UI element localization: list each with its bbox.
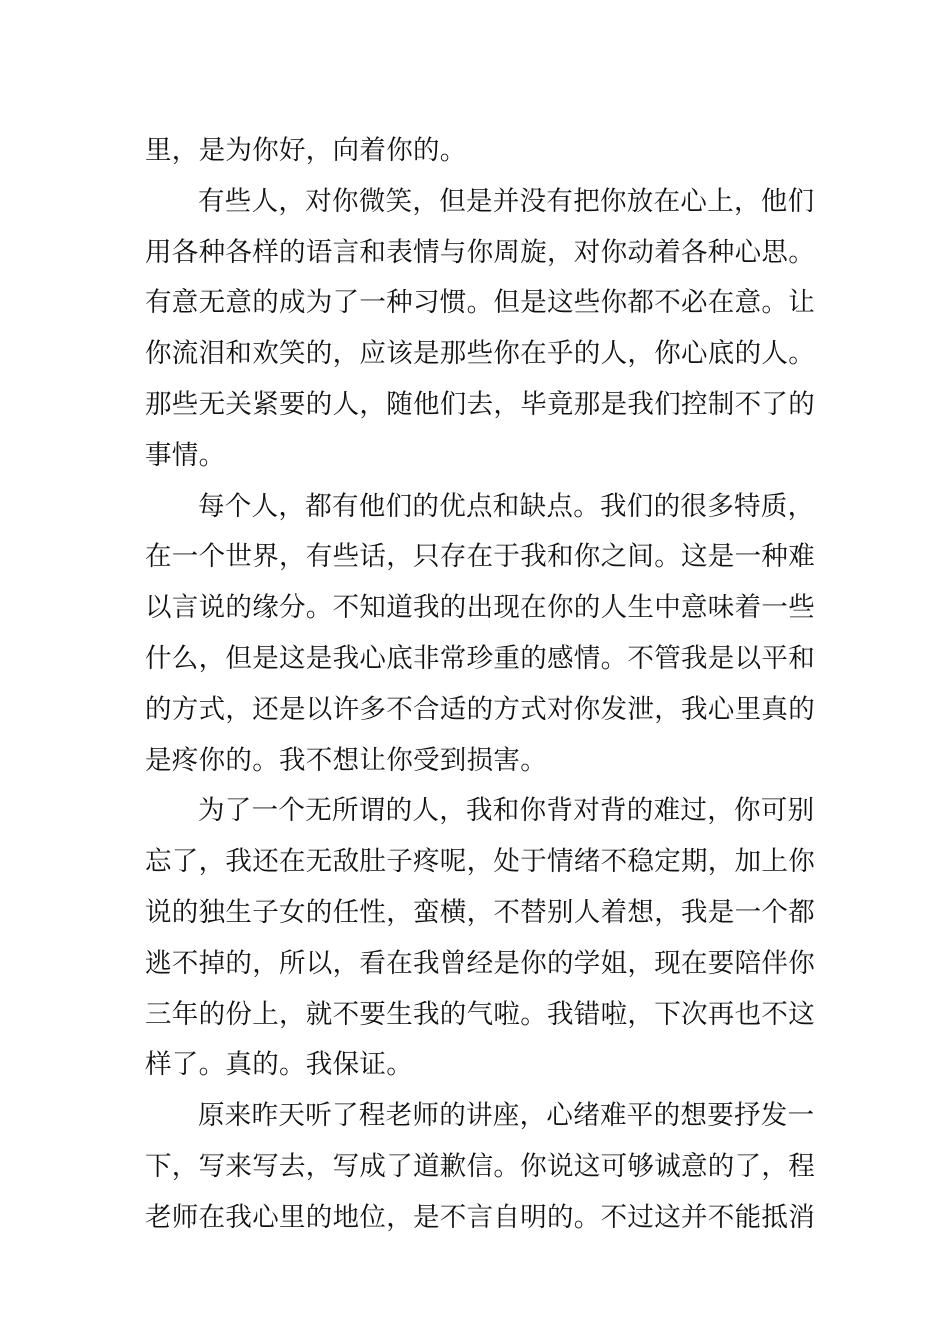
text-line: 以言说的缘分。不知道我的出现在你的人生中意味着一些 — [145, 592, 815, 624]
text-line: 老师在我心里的地位，是不言自明的。不过这并不能抵消 — [145, 1201, 815, 1233]
body-text — [145, 126, 815, 1244]
text-line: 为了一个无所谓的人，我和你背对背的难过，你可别 — [198, 795, 815, 827]
text-line: 逃不掉的，所以，看在我曾经是你的学姐，现在要陪伴你 — [145, 947, 815, 979]
text-line: 的方式，还是以许多不合适的方式对你发泄，我心里真的 — [145, 693, 815, 725]
text-line: 你流泪和欢笑的，应该是那些你在乎的人，你心底的人。 — [145, 338, 815, 370]
text-line: 原来昨天听了程老师的讲座，心绪难平的想要抒发一 — [198, 1100, 815, 1132]
text-line: 在一个世界，有些话，只存在于我和你之间。这是一种难 — [145, 541, 815, 573]
text-line: 样了。真的。我保证。 — [145, 1049, 413, 1081]
text-line: 里，是为你好，向着你的。 — [145, 135, 467, 166]
text-line: 忘了，我还在无敌肚子疼呢，处于情绪不稳定期，加上你 — [145, 846, 815, 878]
text-line: 三年的份上，就不要生我的气啦。我错啦，下次再也不这 — [145, 998, 815, 1030]
text-line: 有意无意的成为了一种习惯。但是这些你都不必在意。让 — [145, 287, 815, 319]
text-line: 有些人，对你微笑，但是并没有把你放在心上，他们 — [198, 185, 815, 217]
text-line: 用各种各样的语言和表情与你周旋，对你动着各种心思。 — [145, 236, 815, 268]
text-line: 事情。 — [145, 439, 226, 471]
text-line: 下，写来写去，写成了道歉信。你说这可够诚意的了，程 — [145, 1150, 815, 1182]
text-line: 说的独生子女的任性，蛮横，不替别人着想，我是一个都 — [145, 896, 815, 928]
text-line: 每个人，都有他们的优点和缺点。我们的很多特质， — [198, 490, 815, 522]
text-line: 什么，但是这是我心底非常珍重的感情。不管我是以平和 — [145, 642, 815, 674]
text-line: 是疼你的。我不想让你受到损害。 — [145, 744, 547, 776]
text-line: 那些无关紧要的人，随他们去，毕竟那是我们控制不了的 — [145, 388, 815, 420]
